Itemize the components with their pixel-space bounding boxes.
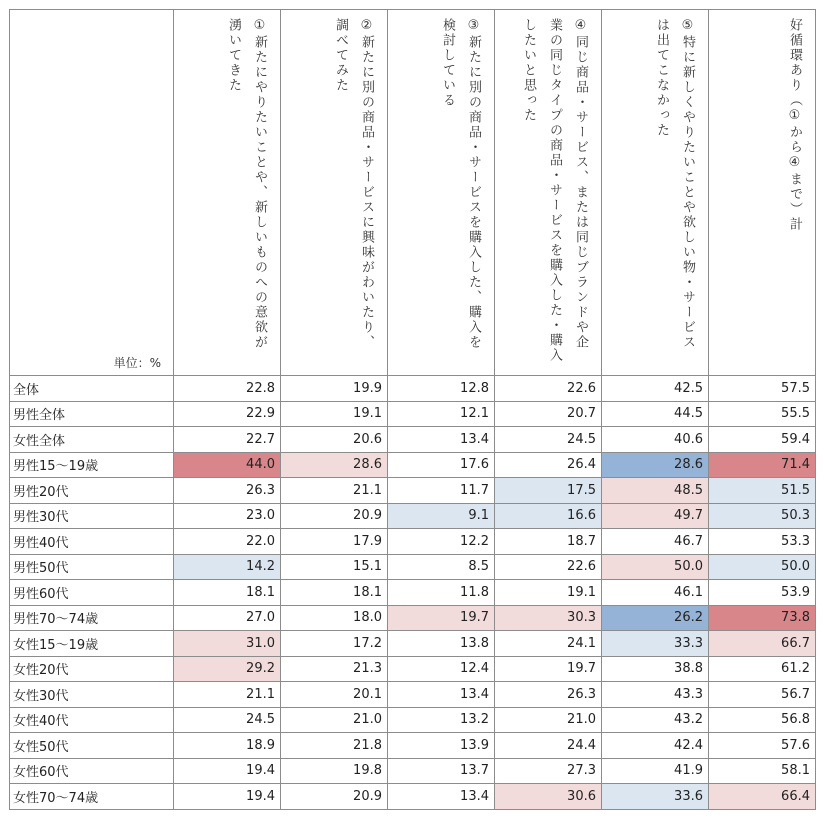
row-label: 女性60代 (10, 758, 174, 784)
value-cell: 18.0 (281, 605, 388, 631)
unit-label: 単位：% (113, 356, 161, 370)
value-cell: 9.1 (388, 503, 495, 529)
value-cell: 19.4 (174, 784, 281, 810)
row-label: 女性70～74歳 (10, 784, 174, 810)
value-cell: 23.0 (174, 503, 281, 529)
table-row (10, 656, 816, 682)
value-cell: 43.2 (602, 707, 709, 733)
column-header (174, 10, 281, 376)
row-label: 女性20代 (10, 656, 174, 682)
value-cell: 22.0 (174, 529, 281, 555)
table-row (10, 784, 816, 810)
column-header-text: ③新たに別の商品・サービスを購入した、購入を検討している (440, 18, 481, 350)
value-cell: 26.4 (495, 452, 602, 478)
table-row (10, 478, 816, 504)
value-cell: 58.1 (709, 758, 816, 784)
row-label: 女性50代 (10, 733, 174, 759)
value-cell: 15.1 (281, 554, 388, 580)
value-cell: 8.5 (388, 554, 495, 580)
value-cell: 11.7 (388, 478, 495, 504)
table-row (10, 707, 816, 733)
value-cell: 22.6 (495, 554, 602, 580)
column-header-text: ④同じ商品・サービス、または同じブランドや企業の同じタイプの商品・サービスを購入した・購入したいと思った (521, 18, 588, 363)
row-label: 男性30代 (10, 503, 174, 529)
value-cell: 21.0 (495, 707, 602, 733)
value-cell: 24.1 (495, 631, 602, 657)
value-cell: 30.3 (495, 605, 602, 631)
row-label: 全体 (10, 376, 174, 402)
value-cell: 13.4 (388, 682, 495, 708)
value-cell: 22.8 (174, 376, 281, 402)
value-cell: 30.6 (495, 784, 602, 810)
value-cell: 66.7 (709, 631, 816, 657)
value-cell: 31.0 (174, 631, 281, 657)
value-cell: 21.0 (281, 707, 388, 733)
value-cell: 11.8 (388, 580, 495, 606)
value-cell: 22.6 (495, 376, 602, 402)
value-cell: 26.3 (174, 478, 281, 504)
row-label: 女性30代 (10, 682, 174, 708)
value-cell: 21.8 (281, 733, 388, 759)
value-cell: 21.3 (281, 656, 388, 682)
value-cell: 12.2 (388, 529, 495, 555)
value-cell: 20.1 (281, 682, 388, 708)
header-row (10, 10, 816, 376)
table-row (10, 503, 816, 529)
value-cell: 24.4 (495, 733, 602, 759)
value-cell: 57.5 (709, 376, 816, 402)
value-cell: 46.1 (602, 580, 709, 606)
survey-table (9, 9, 816, 810)
value-cell: 20.9 (281, 784, 388, 810)
value-cell: 19.7 (388, 605, 495, 631)
value-cell: 66.4 (709, 784, 816, 810)
value-cell: 19.1 (495, 580, 602, 606)
value-cell: 20.9 (281, 503, 388, 529)
value-cell: 27.0 (174, 605, 281, 631)
value-cell: 44.5 (602, 401, 709, 427)
value-cell: 18.7 (495, 529, 602, 555)
row-label: 男性15～19歳 (10, 452, 174, 478)
column-header-text: ②新たに別の商品・サービスに興味がわいたり、調べてみた (333, 18, 374, 350)
value-cell: 55.5 (709, 401, 816, 427)
row-label: 女性全体 (10, 427, 174, 453)
value-cell: 22.7 (174, 427, 281, 453)
value-cell: 42.5 (602, 376, 709, 402)
value-cell: 13.9 (388, 733, 495, 759)
value-cell: 18.9 (174, 733, 281, 759)
value-cell: 61.2 (709, 656, 816, 682)
value-cell: 57.6 (709, 733, 816, 759)
value-cell: 46.7 (602, 529, 709, 555)
value-cell: 18.1 (174, 580, 281, 606)
value-cell: 28.6 (602, 452, 709, 478)
column-header (602, 10, 709, 376)
row-label: 男性全体 (10, 401, 174, 427)
value-cell: 73.8 (709, 605, 816, 631)
value-cell: 71.4 (709, 452, 816, 478)
value-cell: 21.1 (174, 682, 281, 708)
column-header (388, 10, 495, 376)
value-cell: 56.8 (709, 707, 816, 733)
table-row (10, 452, 816, 478)
value-cell: 40.6 (602, 427, 709, 453)
value-cell: 16.6 (495, 503, 602, 529)
table-row (10, 427, 816, 453)
value-cell: 20.7 (495, 401, 602, 427)
value-cell: 17.6 (388, 452, 495, 478)
value-cell: 43.3 (602, 682, 709, 708)
table-row (10, 605, 816, 631)
table-row (10, 631, 816, 657)
value-cell: 12.1 (388, 401, 495, 427)
value-cell: 49.7 (602, 503, 709, 529)
table-row (10, 401, 816, 427)
value-cell: 20.6 (281, 427, 388, 453)
value-cell: 50.3 (709, 503, 816, 529)
value-cell: 24.5 (174, 707, 281, 733)
column-header (709, 10, 816, 376)
value-cell: 48.5 (602, 478, 709, 504)
value-cell: 12.4 (388, 656, 495, 682)
value-cell: 33.6 (602, 784, 709, 810)
value-cell: 56.7 (709, 682, 816, 708)
value-cell: 13.7 (388, 758, 495, 784)
value-cell: 41.9 (602, 758, 709, 784)
value-cell: 33.3 (602, 631, 709, 657)
value-cell: 24.5 (495, 427, 602, 453)
value-cell: 59.4 (709, 427, 816, 453)
value-cell: 27.3 (495, 758, 602, 784)
value-cell: 19.4 (174, 758, 281, 784)
value-cell: 13.4 (388, 427, 495, 453)
table-row (10, 529, 816, 555)
row-label: 男性70～74歳 (10, 605, 174, 631)
row-label: 男性50代 (10, 554, 174, 580)
value-cell: 44.0 (174, 452, 281, 478)
value-cell: 17.9 (281, 529, 388, 555)
value-cell: 51.5 (709, 478, 816, 504)
value-cell: 19.1 (281, 401, 388, 427)
value-cell: 50.0 (602, 554, 709, 580)
value-cell: 13.8 (388, 631, 495, 657)
row-label: 男性20代 (10, 478, 174, 504)
column-header (281, 10, 388, 376)
value-cell: 53.3 (709, 529, 816, 555)
column-header (495, 10, 602, 376)
value-cell: 53.9 (709, 580, 816, 606)
row-label: 男性40代 (10, 529, 174, 555)
value-cell: 21.1 (281, 478, 388, 504)
value-cell: 26.2 (602, 605, 709, 631)
row-label: 女性15～19歳 (10, 631, 174, 657)
value-cell: 12.8 (388, 376, 495, 402)
value-cell: 13.2 (388, 707, 495, 733)
value-cell: 38.8 (602, 656, 709, 682)
table-row (10, 580, 816, 606)
value-cell: 28.6 (281, 452, 388, 478)
column-header-text: ⑤特に新しくやりたいことや欲しい物・サービスは出てこなかった (654, 18, 695, 350)
value-cell: 50.0 (709, 554, 816, 580)
value-cell: 26.3 (495, 682, 602, 708)
value-cell: 17.5 (495, 478, 602, 504)
table-body (10, 376, 816, 810)
row-label: 男性60代 (10, 580, 174, 606)
value-cell: 22.9 (174, 401, 281, 427)
value-cell: 18.1 (281, 580, 388, 606)
table-row (10, 758, 816, 784)
value-cell: 42.4 (602, 733, 709, 759)
value-cell: 19.9 (281, 376, 388, 402)
value-cell: 19.8 (281, 758, 388, 784)
value-cell: 13.4 (388, 784, 495, 810)
column-header-text: ①新たにやりたいことや、新しいものへの意欲が湧いてきた (226, 18, 267, 350)
table-row (10, 682, 816, 708)
value-cell: 17.2 (281, 631, 388, 657)
table-row (10, 733, 816, 759)
row-label: 女性40代 (10, 707, 174, 733)
value-cell: 14.2 (174, 554, 281, 580)
table-row (10, 554, 816, 580)
value-cell: 19.7 (495, 656, 602, 682)
value-cell: 29.2 (174, 656, 281, 682)
unit-cell (10, 10, 174, 376)
table-row (10, 376, 816, 402)
column-header-text: 好循環あり（①から④まで）計 (787, 18, 802, 232)
